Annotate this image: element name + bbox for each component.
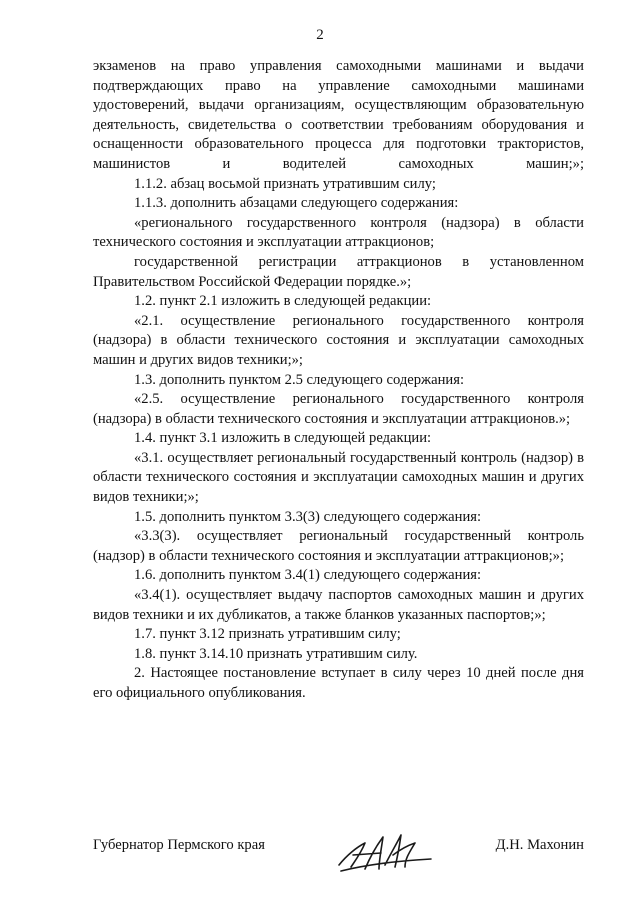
paragraph: «3.4(1). осуществляет выдачу паспортов самоходных машин и других видов техники и их дубликатов, а также бланков указанных паспортов;»; <box>93 587 584 623</box>
handwritten-signature <box>335 825 435 877</box>
signature-block <box>93 825 584 885</box>
signatory-name: Д.Н. Махонин <box>495 837 584 853</box>
page-number: 2 <box>316 27 324 43</box>
document-body <box>93 57 584 704</box>
paragraph: 1.3. дополнить пунктом 2.5 следующего содержания: <box>134 371 465 388</box>
paragraph: «3.1. осуществляет региональный государственный контроль (надзор) в области технического состояния и эксплуатации самоходных машин и других видов техники;»; <box>93 449 584 506</box>
paragraph: 2. Настоящее постановление вступает в силу через 10 дней после дня его официального опубликования. <box>93 665 584 701</box>
paragraph: 1.6. дополнить пунктом 3.4(1) следующего содержания: <box>134 567 482 584</box>
paragraph: «2.5. осуществление регионального государственного контроля (надзора) в области технического состояния и эксплуатации аттракционов.»; <box>93 391 584 427</box>
paragraph: государственной регистрации аттракционов в установленном Правительством Российской Федерации порядке.»; <box>93 253 584 290</box>
paragraph: 1.5. дополнить пунктом 3.3(3) следующего содержания: <box>134 508 482 525</box>
paragraph: «2.1. осуществление регионального государственного контроля (надзора) в области технического состояния и эксплуатации самоходных машин и других видов техники;»; <box>93 312 584 368</box>
paragraph: «регионального государственного контроля (надзора) в области технического состояния и эксплуатации аттракционов; <box>93 214 584 251</box>
paragraph: 1.4. пункт 3.1 изложить в следующей редакции: <box>134 430 432 447</box>
paragraph: 1.8. пункт 3.14.10 признать утратившим силу. <box>134 645 418 662</box>
paragraph: 1.2. пункт 2.1 изложить в следующей редакции: <box>134 293 432 310</box>
paragraph: 1.1.3. дополнить абзацами следующего содержания: <box>134 195 459 212</box>
paragraph: экзаменов на право управления самоходными машинами и выдачи подтверждающих право на управление самоходными машинами удостоверений, выдачи организациям, осуществляющим образовательную деятельность, свидетельства о соответствии требованиям оборудования и оснащенности образовательного процесса для подготовки трактористов, машинистов и водителей самоходных машин;»; <box>93 58 584 172</box>
paragraph: «3.3(3). осуществляет региональный государственный контроль (надзор) в области технического состояния и эксплуатации аттракционов;»; <box>93 528 584 564</box>
paragraph: 1.1.2. абзац восьмой признать утратившим силу; <box>134 175 436 192</box>
paragraph: 1.7. пункт 3.12 признать утратившим силу; <box>134 626 401 643</box>
signatory-position: Губернатор Пермского края <box>93 837 265 853</box>
